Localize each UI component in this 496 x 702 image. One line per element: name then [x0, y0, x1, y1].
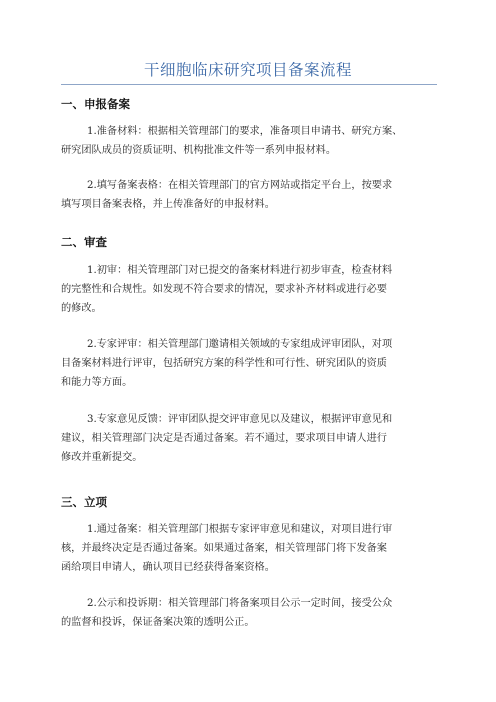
paragraph-line: 和能力等方面。	[61, 377, 133, 389]
section-heading-review: 二、审查	[61, 235, 107, 249]
paragraph-line: 3.专家意见反馈：评审团队提交评审意见以及建议，根据评审意见和	[87, 414, 393, 425]
paragraph-expert-review	[61, 335, 441, 393]
document-title: 干细胞临床研究项目备案流程	[143, 61, 352, 79]
paragraph-line: 的修改。	[61, 303, 102, 315]
paragraph-expert-feedback	[61, 410, 441, 468]
paragraph-approval	[61, 520, 441, 578]
paragraph-line: 的监督和投诉，保证备案决策的透明公正。	[61, 617, 255, 629]
paragraph-prepare-materials	[61, 122, 441, 160]
paragraph-line: 的完整性和合规性。如发现不符合要求的情况，要求补齐材料或进行必要	[61, 284, 387, 296]
paragraph-line: 核，并最终决定是否通过备案。如果通过备案，相关管理部门将下发备案	[61, 543, 387, 555]
paragraph-line: 2.填写备案表格：在相关管理部门的官方网站或指定平台上，按要求	[87, 180, 393, 191]
paragraph-line: 1.初审：相关管理部门对已提交的备案材料进行初步审查，检查材料	[87, 265, 393, 276]
section-heading-application: 一、申报备案	[61, 97, 130, 111]
paragraph-line: 函给项目申请人，确认项目已经获得备案资格。	[61, 562, 275, 574]
paragraph-fill-form	[61, 176, 441, 214]
paragraph-line: 1.通过备案：相关管理部门根据专家评审意见和建议，对项目进行审	[87, 524, 393, 535]
paragraph-line: 建议，相关管理部门决定是否通过备案。若不通过，要求项目申请人进行	[61, 433, 387, 445]
paragraph-initial-review	[61, 261, 441, 319]
paragraph-line: 研究团队成员的资质证明、机构批准文件等一系列申报材料。	[61, 145, 337, 157]
section-heading-project-approval: 三、立项	[61, 495, 107, 509]
paragraph-publicity	[61, 594, 441, 632]
paragraph-line: 填写项目备案表格，并上传准备好的申报材料。	[61, 199, 275, 211]
paragraph-line: 2.公示和投诉期：相关管理部门将备案项目公示一定时间，接受公众	[87, 598, 393, 609]
paragraph-line: 2.专家评审：相关管理部门邀请相关领域的专家组成评审团队，对项	[87, 339, 393, 350]
paragraph-line: 1.准备材料：根据相关管理部门的要求，准备项目申请书、研究方案、	[87, 126, 403, 137]
paragraph-line: 修改并重新提交。	[61, 452, 143, 464]
title-divider	[61, 84, 437, 85]
paragraph-line: 目备案材料进行评审，包括研究方案的科学性和可行性、研究团队的资质	[61, 358, 387, 370]
